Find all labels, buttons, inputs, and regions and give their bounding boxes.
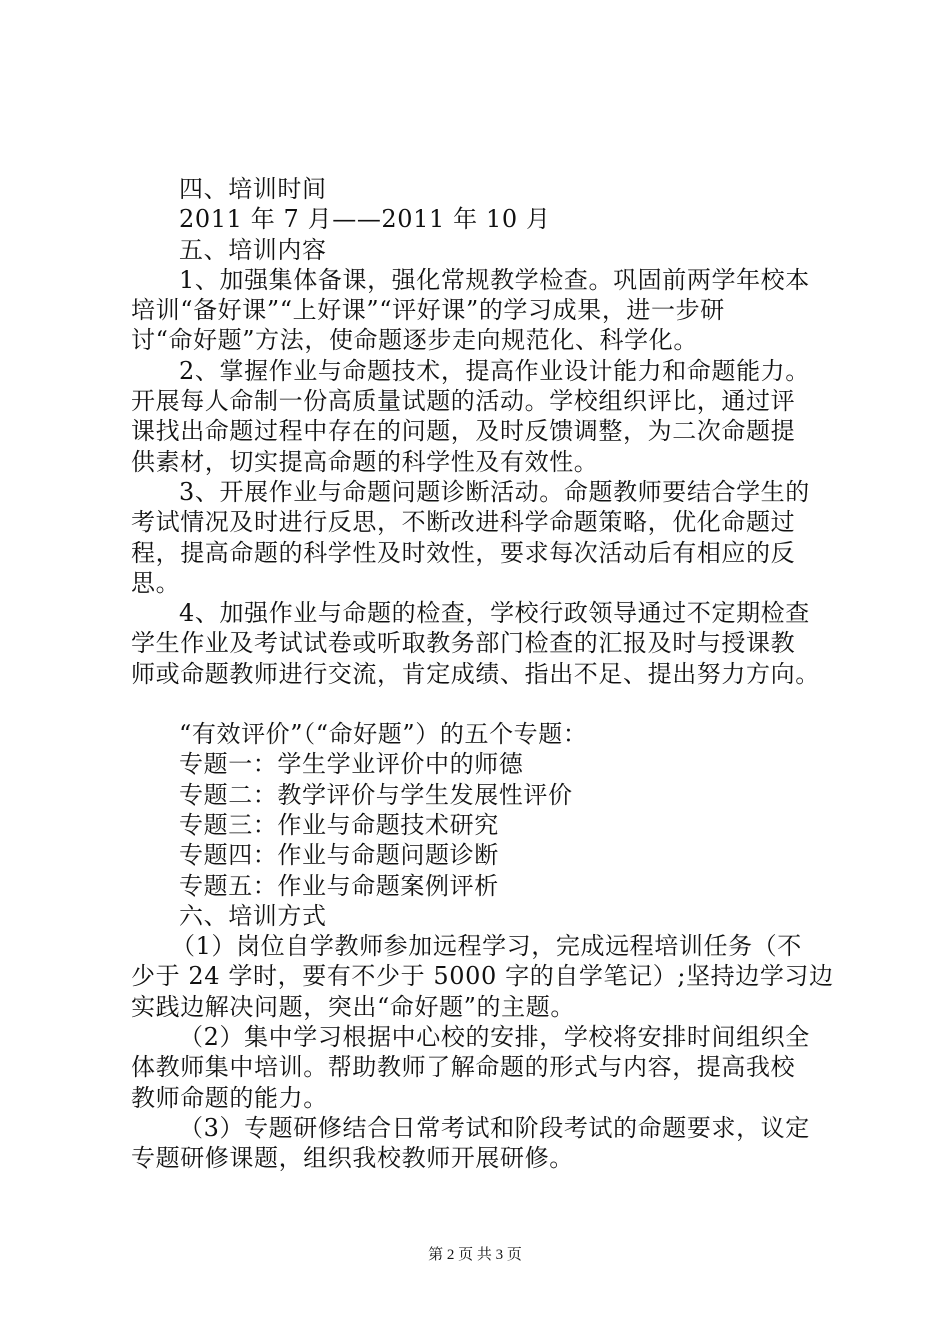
paragraph bbox=[131, 477, 833, 598]
paragraph-line: 开展每人命制一份高质量试题的活动。学校组织评比，通过评 bbox=[131, 387, 796, 416]
paragraph bbox=[131, 265, 833, 356]
paragraph-line: 教师命题的能力。 bbox=[131, 1083, 328, 1112]
paragraph bbox=[131, 1113, 833, 1174]
paragraph-line: 考试情况及时进行反思，不断改进科学命题策略，优化命题过 bbox=[131, 508, 796, 537]
paragraph-line: （2）集中学习根据中心校的安排，学校将安排时间组织全 bbox=[179, 1023, 810, 1052]
paragraph-line: 体教师集中培训。帮助教师了解命题的形式与内容，提高我校 bbox=[131, 1053, 796, 1082]
paragraph-line: 师或命题教师进行交流，肯定成绩、指出不足、提出努力方向。 bbox=[131, 659, 820, 688]
paragraph-line: 培训“备好课”“上好课”“评好课”的学习成果，进一步研 bbox=[131, 296, 725, 325]
paragraph bbox=[131, 356, 833, 477]
paragraph-line: （3）专题研修结合日常考试和阶段考试的命题要求，议定 bbox=[179, 1113, 810, 1142]
paragraph bbox=[131, 1022, 833, 1113]
paragraph-line: 1、加强集体备课，强化常规教学检查。巩固前两学年校本 bbox=[179, 265, 810, 294]
paragraph-line: 少于 24 学时，要有不少于 5000 字的自学笔记）;坚持边学习边 bbox=[131, 962, 834, 991]
paragraph-line: 思。 bbox=[131, 568, 181, 597]
topic-item: 专题五：作业与命题案例评析 bbox=[179, 871, 499, 900]
paragraph-line: 实践边解决问题，突出“命好题”的主题。 bbox=[131, 992, 575, 1021]
topic-item: 专题一：学生学业评价中的师德 bbox=[179, 750, 524, 779]
paragraph-line: 2、掌握作业与命题技术，提高作业设计能力和命题能力。 bbox=[179, 356, 810, 385]
topics-intro: “有效评价”（“命好题”）的五个专题： bbox=[179, 720, 588, 749]
paragraph-line: 学生作业及考试试卷或听取教务部门检查的汇报及时与授课教 bbox=[131, 629, 796, 658]
paragraph bbox=[131, 598, 833, 689]
section-heading: 五、培训内容 bbox=[179, 235, 327, 264]
topic-item: 专题三：作业与命题技术研究 bbox=[179, 810, 499, 839]
document-body bbox=[131, 174, 833, 1174]
section-heading: 六、培训方式 bbox=[179, 901, 327, 930]
topic-item: 专题四：作业与命题问题诊断 bbox=[179, 841, 499, 870]
paragraph-line: （1）岗位自学教师参加远程学习，完成远程培训任务（不 bbox=[171, 932, 802, 961]
topic-item: 专题二：教学评价与学生发展性评价 bbox=[179, 780, 573, 809]
page-number: 第 2 页 共 3 页 bbox=[428, 1247, 522, 1263]
paragraph-line: 4、加强作业与命题的检查，学校行政领导通过不定期检查 bbox=[179, 599, 810, 628]
paragraph-line: 3、开展作业与命题问题诊断活动。命题教师要结合学生的 bbox=[179, 477, 810, 506]
paragraph-line: 供素材，切实提高命题的科学性及有效性。 bbox=[131, 447, 599, 476]
section-heading: 四、培训时间 bbox=[179, 175, 327, 203]
paragraph-line: 专题研修课题，组织我校教师开展研修。 bbox=[131, 1144, 574, 1173]
blank-line bbox=[131, 689, 833, 719]
paragraph-line: 课找出命题过程中存在的问题，及时反馈调整，为二次命题提 bbox=[131, 417, 796, 446]
paragraph-line: 程，提高命题的科学性及时效性，要求每次活动后有相应的反 bbox=[131, 538, 796, 567]
paragraph bbox=[131, 931, 833, 1022]
paragraph-line: 讨“命好题”方法，使命题逐步走向规范化、科学化。 bbox=[131, 326, 698, 355]
training-period: 2011 年 7 月——2011 年 10 月 bbox=[179, 205, 551, 234]
